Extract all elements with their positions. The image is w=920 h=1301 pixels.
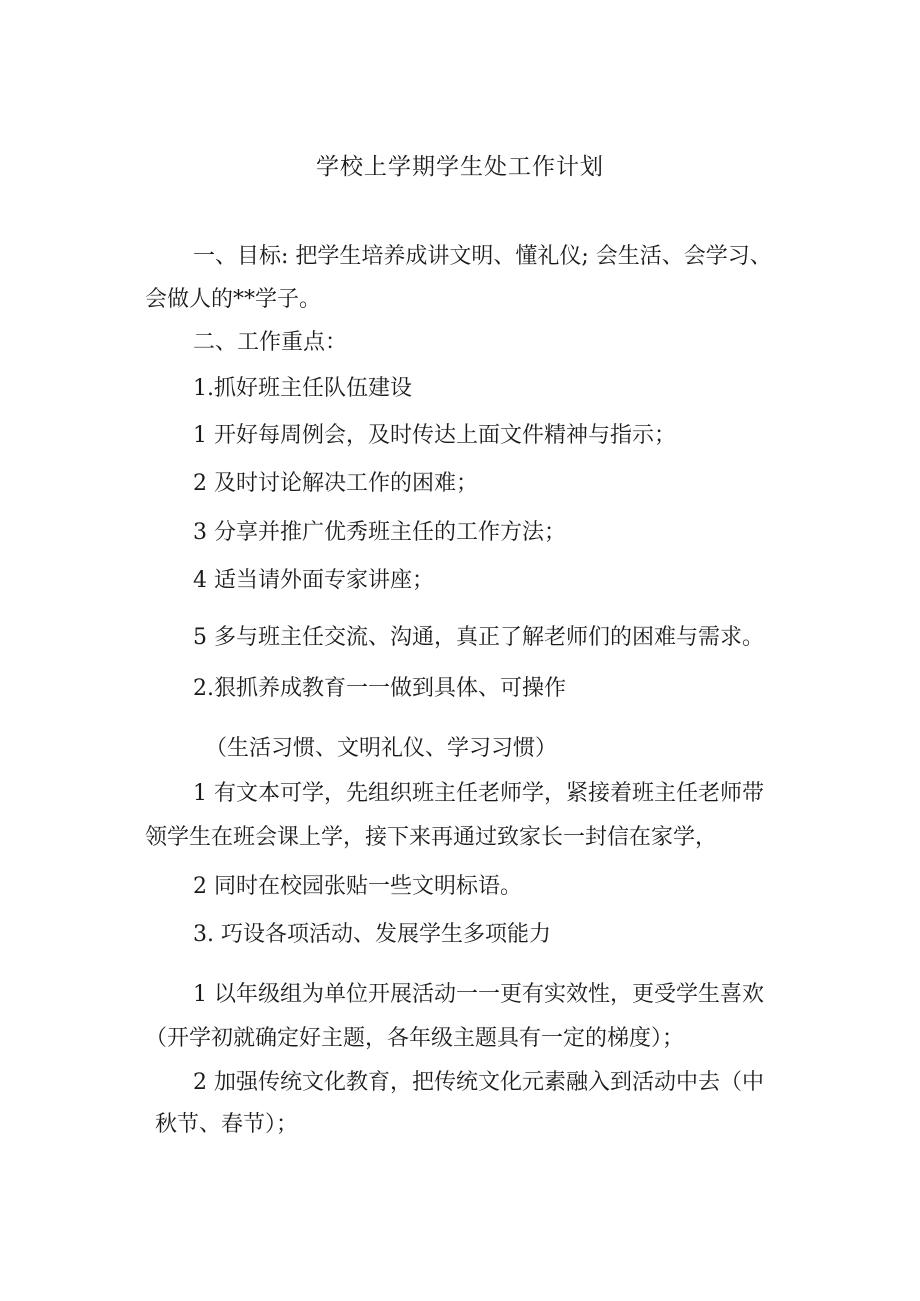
paragraph-line: 3. 巧设各项活动、发展学生多项能力 bbox=[193, 922, 551, 947]
paragraph-line: 5 多与班主任交流、沟通，真正了解老师们的困难与需求。 bbox=[193, 625, 764, 650]
paragraph-line: 1 有文本可学，先组织班主任老师学，紧接着班主任老师带 bbox=[193, 781, 764, 806]
paragraph-line: 领学生在班会课上学，接下来再通过致家长一封信在家学， bbox=[145, 825, 718, 850]
document-title: 学校上学期学生处工作计划 bbox=[316, 154, 604, 180]
paragraph-line: 2.狠抓养成教育一一做到具体、可操作 bbox=[193, 676, 566, 701]
paragraph-line: （开学初就确定好主题，各年级主题具有一定的梯度）； bbox=[145, 1026, 685, 1051]
paragraph-line: 2 加强传统文化教育，把传统文化元素融入到活动中去（中 bbox=[193, 1070, 764, 1095]
paragraph-line: 3 分享并推广优秀班主任的工作方法； bbox=[193, 520, 566, 545]
paragraph-line: 2 同时在校园张贴一些文明标语。 bbox=[193, 874, 522, 899]
paragraph-line: 会做人的**学子。 bbox=[145, 287, 322, 312]
paragraph-line: 2 及时讨论解决工作的困难； bbox=[193, 471, 478, 496]
paragraph-line: 一、目标: 把学生培养成讲文明、懂礼仪; 会生活、会学习、 bbox=[193, 244, 772, 269]
paragraph-line: 二、工作重点： bbox=[193, 330, 348, 355]
paragraph-line: 4 适当请外面专家讲座； bbox=[193, 568, 434, 593]
paragraph-line: （生活习惯、文明礼仪、学习习惯） bbox=[205, 736, 558, 761]
paragraph-line: 1 开好每周例会，及时传达上面文件精神与指示； bbox=[193, 423, 676, 448]
paragraph-line: 秋节、春节）； bbox=[155, 1112, 299, 1137]
paragraph-line: 1 以年级组为单位开展活动一一更有实效性，更受学生喜欢 bbox=[193, 982, 764, 1007]
paragraph-line: 1.抓好班主任队伍建设 bbox=[193, 376, 412, 401]
